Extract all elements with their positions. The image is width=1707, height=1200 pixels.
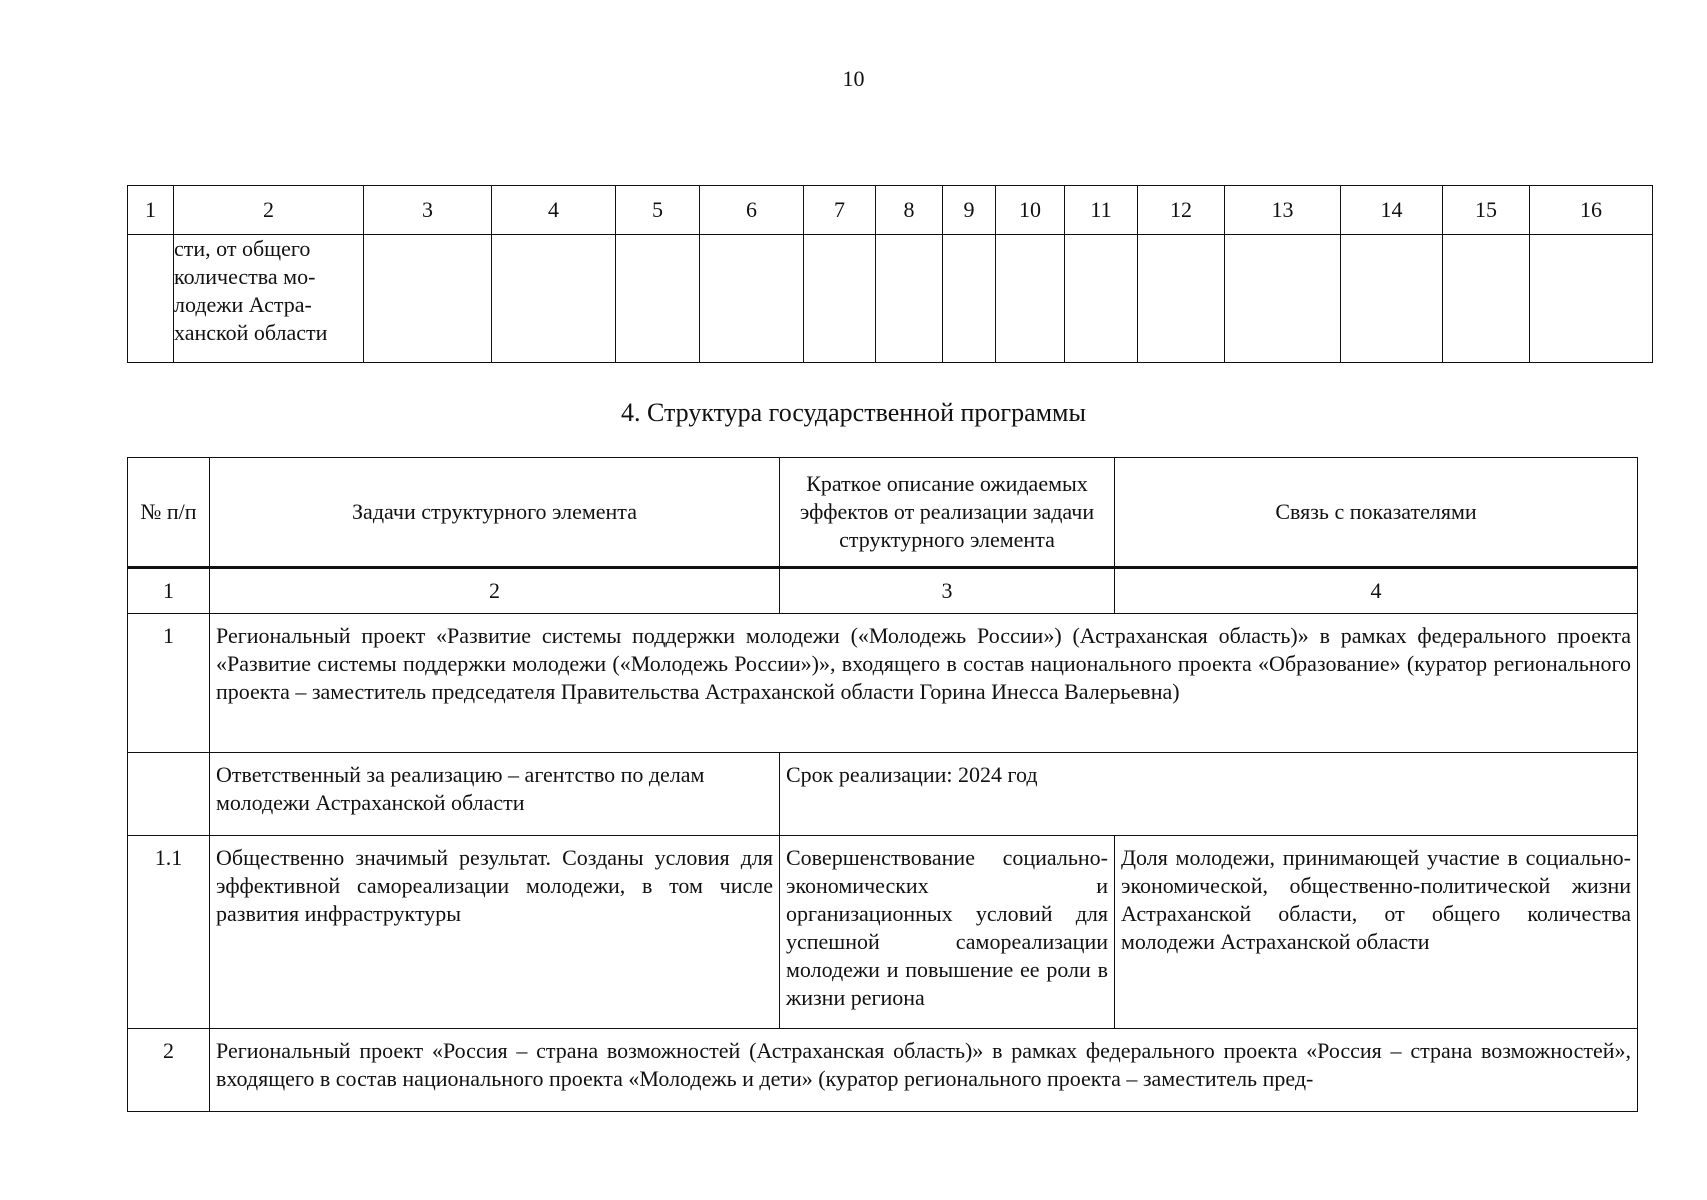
table-cell: [1530, 235, 1653, 363]
column-number: 2: [174, 186, 364, 235]
text-line: ханской области: [174, 320, 328, 345]
indicator-name-cell: [174, 235, 364, 363]
table-cell: [1138, 235, 1225, 363]
regional-project-description: Региональный проект «Развитие системы поддержки молодежи («Молодежь России») (Астраханская область)» в рамках федерального проекта «Развитие системы поддержки молодежи («Молодежь России»)», входящего в состав национального проекта «Образование» (куратор регионального проекта – заместитель председателя Правительства Астраханской области Горина Инесса Валерьевна): [210, 614, 1638, 753]
table-row: [128, 1029, 1638, 1112]
column-number: 11: [1065, 186, 1138, 235]
row-number: 2: [128, 1029, 210, 1112]
row-number: 1.1: [128, 836, 210, 1029]
table-cell: [492, 235, 616, 363]
task-cell: Общественно значимый результат. Созданы условия для эффективной самореализации молодежи, в том числе развития инфраструктуры: [210, 836, 780, 1029]
table-cell: [616, 235, 700, 363]
effect-cell: Совершенствование социально-экономических и организационных условий для успешной самореализации молодежи и повышение ее роли в жизни региона: [780, 836, 1115, 1029]
header-tasks: Задачи структурного элемента: [210, 458, 780, 568]
column-number: 16: [1530, 186, 1653, 235]
column-number: 4: [1115, 568, 1638, 614]
table-cell: [996, 235, 1065, 363]
column-number: 14: [1341, 186, 1443, 235]
column-number: 7: [804, 186, 876, 235]
regional-project-description: Региональный проект «Россия – страна возможностей (Астраханская область)» в рамках федерального проекта «Россия – страна возможностей», входящего в состав национального проекта «Молодежь и дети» (куратор регионального проекта – заместитель пред-: [210, 1029, 1638, 1112]
column-number-row: [128, 568, 1638, 614]
header-row: [128, 458, 1638, 568]
column-number: 15: [1443, 186, 1530, 235]
column-number: 6: [700, 186, 804, 235]
table-cell: [700, 235, 804, 363]
column-number: 1: [128, 186, 174, 235]
table-row: [128, 235, 1653, 363]
column-number: 4: [492, 186, 616, 235]
text-line: сти, от общего: [174, 236, 311, 261]
table-cell: [1443, 235, 1530, 363]
column-number: 10: [996, 186, 1065, 235]
section-title: 4. Структура государственной программы: [621, 398, 1086, 427]
table-cell: [364, 235, 492, 363]
column-number: 2: [210, 568, 780, 614]
text-line: количества мо-: [174, 264, 316, 289]
header-link: Связь с показателями: [1115, 458, 1638, 568]
row-number: 1: [128, 614, 210, 753]
table-cell: [128, 753, 210, 836]
column-number: 5: [616, 186, 700, 235]
table-cell: [804, 235, 876, 363]
term-cell: Срок реализации: 2024 год: [780, 753, 1638, 836]
indicators-continuation-table: [127, 185, 1653, 363]
table-cell: [1065, 235, 1138, 363]
column-number: 8: [876, 186, 943, 235]
header-effects: Краткое описание ожидаемых эффектов от реализации задачи структурного элемента: [780, 458, 1115, 568]
responsible-cell: Ответственный за реализацию – агентство по делам молодежи Астраханской области: [210, 753, 780, 836]
table-cell: [943, 235, 996, 363]
table-cell: [876, 235, 943, 363]
column-number: 3: [780, 568, 1115, 614]
header-num: № п/п: [128, 458, 210, 568]
column-number: 3: [364, 186, 492, 235]
table-cell: [1341, 235, 1443, 363]
program-structure-table: [127, 457, 1638, 1112]
column-number-row: [128, 186, 1653, 235]
table-cell: [1225, 235, 1341, 363]
column-number: 9: [943, 186, 996, 235]
page-number: 10: [842, 66, 865, 91]
column-number: 13: [1225, 186, 1341, 235]
text-line: лодежи Астра-: [174, 292, 312, 317]
column-number: 12: [1138, 186, 1225, 235]
indicator-link-cell: Доля молодежи, принимающей участие в социально-экономической, общественно-политической жизни Астраханской области, от общего количества молодежи Астраханской области: [1115, 836, 1638, 1029]
table-row: [128, 836, 1638, 1029]
table-cell: [128, 235, 174, 363]
table-row: [128, 753, 1638, 836]
column-number: 1: [128, 568, 210, 614]
table-row: [128, 614, 1638, 753]
